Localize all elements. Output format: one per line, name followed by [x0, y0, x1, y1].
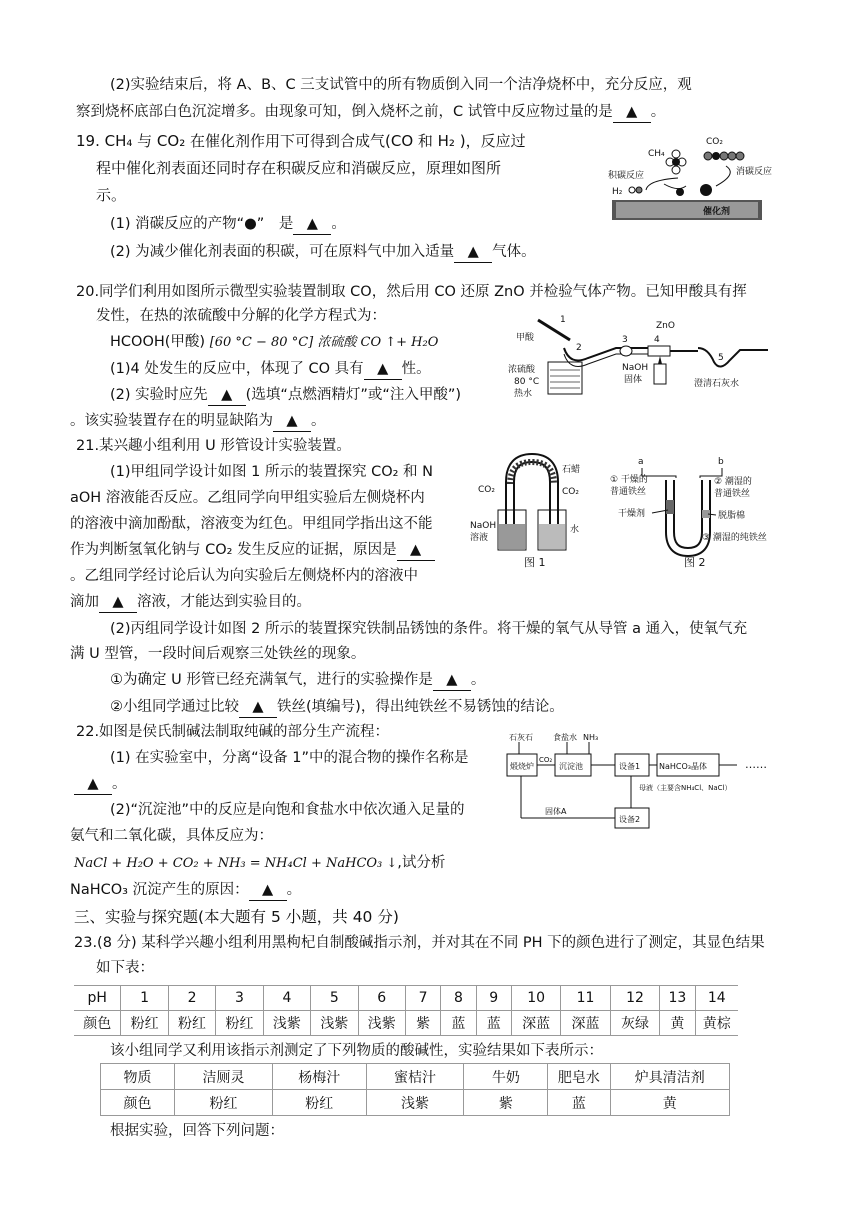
q20-line5-text: 。该实验装置存在的明显缺陷为: [70, 413, 273, 429]
ph-color-cell: 蓝: [476, 1011, 511, 1036]
ph-color-cell: 黄棕: [695, 1011, 738, 1036]
q21-figure-2: [610, 452, 790, 572]
ph-color-cell: 黄: [660, 1011, 695, 1036]
q20-eq-right: [60 °C − 80 °C] 浓硫酸 CO ↑+ H₂O: [209, 335, 439, 350]
q19-q1-end: 。: [331, 216, 346, 232]
fig2-b: b: [718, 457, 724, 467]
fig-naoh2: 固体: [624, 375, 643, 385]
q22-q1-blank-line: [74, 774, 127, 795]
q21-p2-q1: [110, 670, 485, 691]
fig1-naoh2: 溶液: [470, 533, 489, 543]
q20-q2-blank: ▲: [208, 385, 246, 406]
ph-color-cell: 浅紫: [263, 1011, 310, 1036]
fig-acid1: 浓硫酸: [508, 365, 536, 375]
fig-acid3: 热水: [514, 389, 533, 399]
q20-line5: [70, 411, 326, 432]
ph-header-cell: 3: [216, 986, 263, 1011]
ph-color-cell: 粉红: [216, 1011, 263, 1036]
fig2-cotton: 脱脂棉: [718, 511, 746, 521]
q21-p1-l6-end: 溶液，才能达到实验目的。: [137, 594, 311, 610]
fig-zno: ZnO: [656, 321, 675, 331]
fig2-caption: 图 2: [684, 556, 706, 569]
q21-p1-l6-blank: ▲: [99, 592, 137, 613]
ph-color-cell: 浅紫: [311, 1011, 358, 1036]
q22-q2-l2: 氨气和二氧化碳，具体反应为：: [70, 828, 273, 844]
q21-p1-l2: aOH 溶液能否反应。乙组同学向甲组实验后左侧烧杯内: [70, 490, 425, 506]
ph-header-cell: pH: [74, 986, 121, 1011]
fig-lime: 澄清石灰水: [694, 379, 740, 389]
q21-p2-q1-end: 。: [470, 672, 486, 688]
q22-q2-l4: [70, 880, 301, 901]
ph-color-cell: 颜色: [74, 1011, 121, 1036]
q21-line1: 21.某兴趣小组利用 U 形管设计实验装置。: [76, 438, 351, 454]
flow-mother: 母液（主要含NH₄Cl、NaCl）: [639, 784, 732, 792]
ph-color-cell: 深蓝: [511, 1011, 560, 1036]
q23-line2: 如下表：: [96, 960, 154, 976]
q19-line3: 示。: [96, 186, 127, 204]
fig-co2-label: CO₂: [706, 137, 723, 147]
q22-line1: 22.如图是侯氏制碱法制取纯碱的部分生产流程：: [76, 724, 390, 740]
ph-header-cell: 4: [263, 986, 310, 1011]
q19-q2-blank: ▲: [454, 242, 492, 263]
ph-color-cell: 蓝: [441, 1011, 476, 1036]
ph-header-cell: 10: [511, 986, 560, 1011]
material-header-cell: 炉具清洁剂: [610, 1064, 729, 1090]
flow-dev1: 设备1: [619, 762, 641, 771]
section-3-title: 三、实验与探究题(本大题有 5 小题，共 40 分): [74, 908, 399, 926]
material-color-row: [101, 1090, 730, 1116]
ph-header-cell: 6: [358, 986, 405, 1011]
fig-acid2: 80 °C: [514, 377, 540, 387]
fig2-dry: 干燥剂: [618, 509, 646, 519]
material-color-cell: 粉红: [272, 1090, 366, 1116]
q20-equation: [110, 332, 438, 353]
ph-header-cell: 14: [695, 986, 738, 1011]
material-color-cell: 颜色: [101, 1090, 175, 1116]
q20-q1: [110, 359, 431, 380]
q19-figure: [608, 134, 783, 234]
ph-header-cell: 11: [561, 986, 610, 1011]
ph-color-cell: 紫: [405, 1011, 440, 1036]
fig-ch4-label: CH₄: [648, 149, 665, 159]
q22-q2-l4-text: NaHCO₃ 沉淀产生的原因：: [70, 882, 249, 898]
q20-figure: [508, 310, 780, 415]
fig-n3: 3: [622, 335, 628, 345]
fig-h2o-label: H₂: [612, 187, 623, 197]
q19-q2-text: (2) 为减少催化剂表面的积碳，可在原料气中加入适量: [110, 244, 455, 260]
q18-blank: ▲: [613, 102, 651, 123]
q18-text: 察到烧杯底部白色沉淀增多。由现象可知，倒入烧杯之前，C 试管中反应物过量的是: [76, 104, 613, 120]
fig2-l2b: 普通铁丝: [714, 489, 751, 499]
q21-p2-l1: (2)丙组同学设计如图 2 所示的装置探究铁制品锈蚀的条件。将干燥的氧气从导管 a 通入，使氧气充: [110, 621, 748, 637]
q22-q2-blank: ▲: [249, 880, 287, 901]
q21-p2-q2-blank: ▲: [239, 697, 277, 718]
q21-p2-q2-text: ②小组同学通过比较: [110, 699, 239, 715]
material-color-cell: 粉红: [175, 1090, 273, 1116]
ph-header-cell: 1: [121, 986, 168, 1011]
fig-formic-label: 甲酸: [516, 333, 535, 343]
q22-q2-l1: (2)“沉淀池”中的反应是向饱和食盐水中依次通入足量的: [110, 802, 465, 818]
q22-q1-end: 。: [112, 776, 127, 792]
material-header-cell: 杨梅汁: [272, 1064, 366, 1090]
q22-flowchart: [505, 728, 790, 836]
fig-right-label: 消碳反应: [736, 167, 773, 177]
fig-n5: 5: [718, 353, 724, 363]
ph-header-cell: 2: [168, 986, 215, 1011]
q21-p2-q2-end: 铁丝(填编号)，得出纯铁丝不易锈蚀的结论。: [277, 699, 564, 715]
fig2-a: a: [638, 457, 644, 467]
q19-q2-end: 气体。: [492, 244, 536, 260]
q18-line2: [76, 102, 665, 123]
q20-q2-end: (选填“点燃酒精灯”或“注入甲酸”): [245, 387, 462, 403]
q20-line5-blank: ▲: [273, 411, 311, 432]
fig-n1: 1: [560, 315, 566, 325]
q21-p1-l4: [70, 540, 435, 561]
material-color-cell: 黄: [610, 1090, 729, 1116]
q21-p2-q1-blank: ▲: [433, 670, 471, 691]
ph-color-table: [74, 985, 738, 1036]
ph-color-cell: 深蓝: [561, 1011, 610, 1036]
ph-header-cell: 7: [405, 986, 440, 1011]
material-header-cell: 物质: [101, 1064, 175, 1090]
q20-q1-blank: ▲: [364, 359, 402, 380]
q20-q2: [110, 385, 461, 406]
fig2-l1a: ① 干燥的: [610, 475, 648, 485]
fig1-co2a: CO₂: [478, 485, 495, 495]
q21-p1-blank: ▲: [397, 540, 435, 561]
q19-q2: [110, 242, 536, 263]
q20-line1: 20.同学们利用如图所示微型实验装置制取 CO，然后用 CO 还原 ZnO 并检验气体产物。已知甲酸具有挥: [76, 284, 747, 300]
flow-pool: 沉淀池: [559, 762, 583, 771]
q18-end: 。: [650, 104, 666, 120]
q22-equation: [74, 853, 445, 874]
q19-line2: 程中催化剂表面还同时存在积碳反应和消碳反应，原理如图所: [96, 159, 502, 177]
q20-q1-end: 性。: [401, 361, 431, 377]
flow-co2: CO₂: [539, 756, 553, 764]
ph-header-cell: 5: [311, 986, 358, 1011]
material-header-cell: 洁厕灵: [175, 1064, 273, 1090]
fig1-naoh1: NaOH: [470, 521, 497, 531]
q20-q2-text: (2) 实验时应先: [110, 387, 208, 403]
q19-q1-blank: ▲: [293, 214, 331, 235]
material-color-cell: 紫: [464, 1090, 548, 1116]
fig2-l1b: 普通铁丝: [610, 487, 647, 497]
q20-q1-text: (1)4 处发生的反应中，体现了 CO 具有: [110, 361, 364, 377]
flow-limestone: 石灰石: [509, 733, 533, 742]
material-header-cell: 牛奶: [464, 1064, 548, 1090]
q21-p1-l3: 的溶液中滴加酚酞，溶液变为红色。甲组同学指出这不能: [70, 516, 433, 532]
ph-color-cell: 浅紫: [358, 1011, 405, 1036]
ph-header-cell: 8: [441, 986, 476, 1011]
q22-eq: NaCl + H₂O + CO₂ + NH₃ = NH₄Cl + NaHCO₃ ↓: [74, 856, 398, 871]
q21-p2-l2: 满 U 型管，一段时间后观察三处铁丝的现象。: [70, 646, 366, 662]
q23-line1: 23.(8 分) 某科学兴趣小组利用黑枸杞自制酸碱指示剂，并对其在不同 PH 下的颜色进行了测定，其显色结果: [74, 935, 765, 951]
ph-header-cell: 9: [476, 986, 511, 1011]
q23-line4: 根据实验，回答下列问题：: [110, 1123, 284, 1139]
fig-n4: 4: [654, 335, 660, 345]
q21-p2-q2: [110, 697, 564, 718]
q22-q1-blank: ▲: [74, 774, 112, 795]
fig1-co2b: CO₂: [562, 487, 579, 497]
ph-color-row: [74, 1011, 738, 1036]
fig1-shishi: 石蜡: [562, 465, 581, 475]
q21-figure-1: [470, 452, 600, 572]
ph-color-cell: 灰绿: [610, 1011, 659, 1036]
fig1-caption: 图 1: [524, 556, 546, 569]
q21-p1-l6-text: 滴加: [70, 594, 99, 610]
material-color-cell: 蓝: [548, 1090, 610, 1116]
fig2-l2a: ② 潮湿的: [714, 477, 752, 487]
q21-p2-q1-text: ①为确定 U 形管已经充满氧气，进行的实验操作是: [110, 672, 433, 688]
q19-line1: 19. CH₄ 与 CO₂ 在催化剂作用下可得到合成气(CO 和 H₂ )，反应过: [76, 132, 526, 150]
fig-naoh1: NaOH: [622, 363, 649, 373]
q21-p1-l5: 。乙组同学经讨论后认为向实验后左侧烧杯内的溶液中: [70, 568, 418, 584]
q21-p1-l1: (1)甲组同学设计如图 1 所示的装置探究 CO₂ 和 N: [110, 464, 434, 480]
ph-color-cell: 粉红: [121, 1011, 168, 1036]
ph-header-row: [74, 986, 738, 1011]
fig-catalyst-label: 催化剂: [703, 207, 731, 217]
fig2-l3: ③ 潮湿的纯铁丝: [702, 533, 767, 543]
ph-header-cell: 12: [610, 986, 659, 1011]
fig-n2: 2: [576, 343, 582, 353]
q22-q2-l4-end: 。: [286, 882, 302, 898]
q22-q1: [110, 748, 469, 768]
flow-furnace: 煅烧炉: [510, 762, 534, 771]
q20-line2: 发性，在热的浓硫酸中分解的化学方程式为：: [96, 308, 386, 324]
q19-q1: [110, 214, 346, 235]
fig1-water: 水: [570, 525, 580, 535]
flow-brine: 食盐水: [553, 733, 577, 742]
fig-left-label: 积碳反应: [608, 171, 645, 181]
q21-p1-l6: [70, 592, 311, 613]
flow-dev2: 设备2: [619, 815, 641, 824]
q20-line5-end: 。: [311, 413, 326, 429]
q21-p1-l4-text: 作为判断氢氧化钠与 CO₂ 发生反应的证据，原因是: [70, 542, 397, 558]
q23-line3: 该小组同学又利用该指示剂测定了下列物质的酸碱性，实验结果如下表所示：: [110, 1043, 603, 1059]
q22-eq-post: ,试分析: [397, 855, 446, 871]
material-header-cell: 蜜桔汁: [366, 1064, 464, 1090]
material-header-row: [101, 1064, 730, 1090]
ph-header-cell: 13: [660, 986, 695, 1011]
q22-q1-text: (1) 在实验室中，分离“设备 1”中的混合物的操作名称是: [110, 750, 469, 766]
q18-line1: (2)实验结束后，将 A、B、C 三支试管中的所有物质倒入同一个洁净烧杯中，充分反应，观: [110, 77, 692, 93]
material-header-cell: 肥皂水: [548, 1064, 610, 1090]
material-color-table: [100, 1063, 730, 1116]
q20-eq-left: HCOOH(甲酸): [110, 334, 206, 350]
flow-nh3: NH₃: [583, 733, 599, 742]
material-color-cell: 浅紫: [366, 1090, 464, 1116]
flow-solid: 固体A: [545, 807, 567, 816]
flow-dots: ……: [745, 758, 767, 771]
q19-q1-text: (1) 消碳反应的产物“●” 是: [110, 216, 294, 232]
flow-product: NaHCO₃晶体: [659, 762, 707, 771]
ph-color-cell: 粉红: [168, 1011, 215, 1036]
